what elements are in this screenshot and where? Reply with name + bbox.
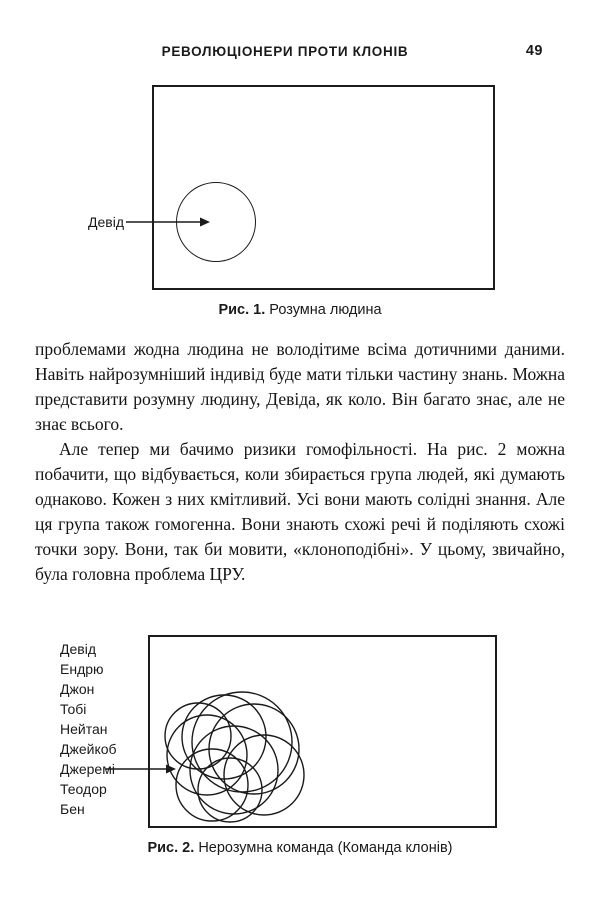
figure1-label: Девід — [88, 214, 124, 230]
arrow-right-icon — [106, 763, 176, 775]
figure2-caption — [0, 840, 600, 856]
figure2-frame — [148, 635, 497, 828]
name-item: Джеремі — [60, 761, 115, 777]
name-item: Джон — [60, 681, 95, 697]
figure2-caption-label: Рис. 2. — [147, 840, 195, 856]
clone-team-circles — [150, 637, 495, 826]
clone-name-list — [60, 639, 117, 819]
figure1-caption — [0, 302, 600, 318]
name-item: Нейтан — [60, 721, 108, 737]
name-item: Тобі — [60, 701, 87, 717]
figure1-caption-label: Рис. 1. — [218, 302, 266, 318]
figure-2 — [0, 635, 600, 828]
figure2-caption-text: Нерозумна команда (Команда клонів) — [198, 840, 453, 856]
name-item: Джейкоб — [60, 741, 117, 757]
name-item: Бен — [60, 801, 85, 817]
page-number: 49 — [525, 43, 543, 59]
running-head-title: РЕВОЛЮЦІОНЕРИ ПРОТИ КЛОНІВ — [161, 44, 409, 59]
name-item: Девід — [60, 641, 96, 657]
figure-1 — [0, 85, 600, 290]
body-text — [35, 337, 565, 587]
name-item: Теодор — [60, 781, 107, 797]
name-item: Ендрю — [60, 661, 104, 677]
paragraph-2: Але тепер ми бачимо ризики гомофільності. На рис. 2 можна побачити, що відбувається, коли збирається група людей, які думають однаково. Кожен з них кмітливий. Усі вони мають солідні знання. Але ця група також гомогенна. Вони знають схожі речі й поділяють схожі точки зору. Вони, так би мовити, «клоноподібні». У цьому, звичайно, була головна проблема ЦРУ. — [35, 439, 565, 584]
figure1-caption-text: Розумна людина — [269, 302, 382, 318]
arrow-right-icon — [126, 216, 210, 228]
paragraph-1: проблемами жодна людина не володітиме всіма дотичними даними. Навіть найрозумніший індивід буде мати тільки частину знань. Можна представити розумну людину, Девіда, як коло. Він багато знає, але не знає всього. — [35, 339, 565, 434]
